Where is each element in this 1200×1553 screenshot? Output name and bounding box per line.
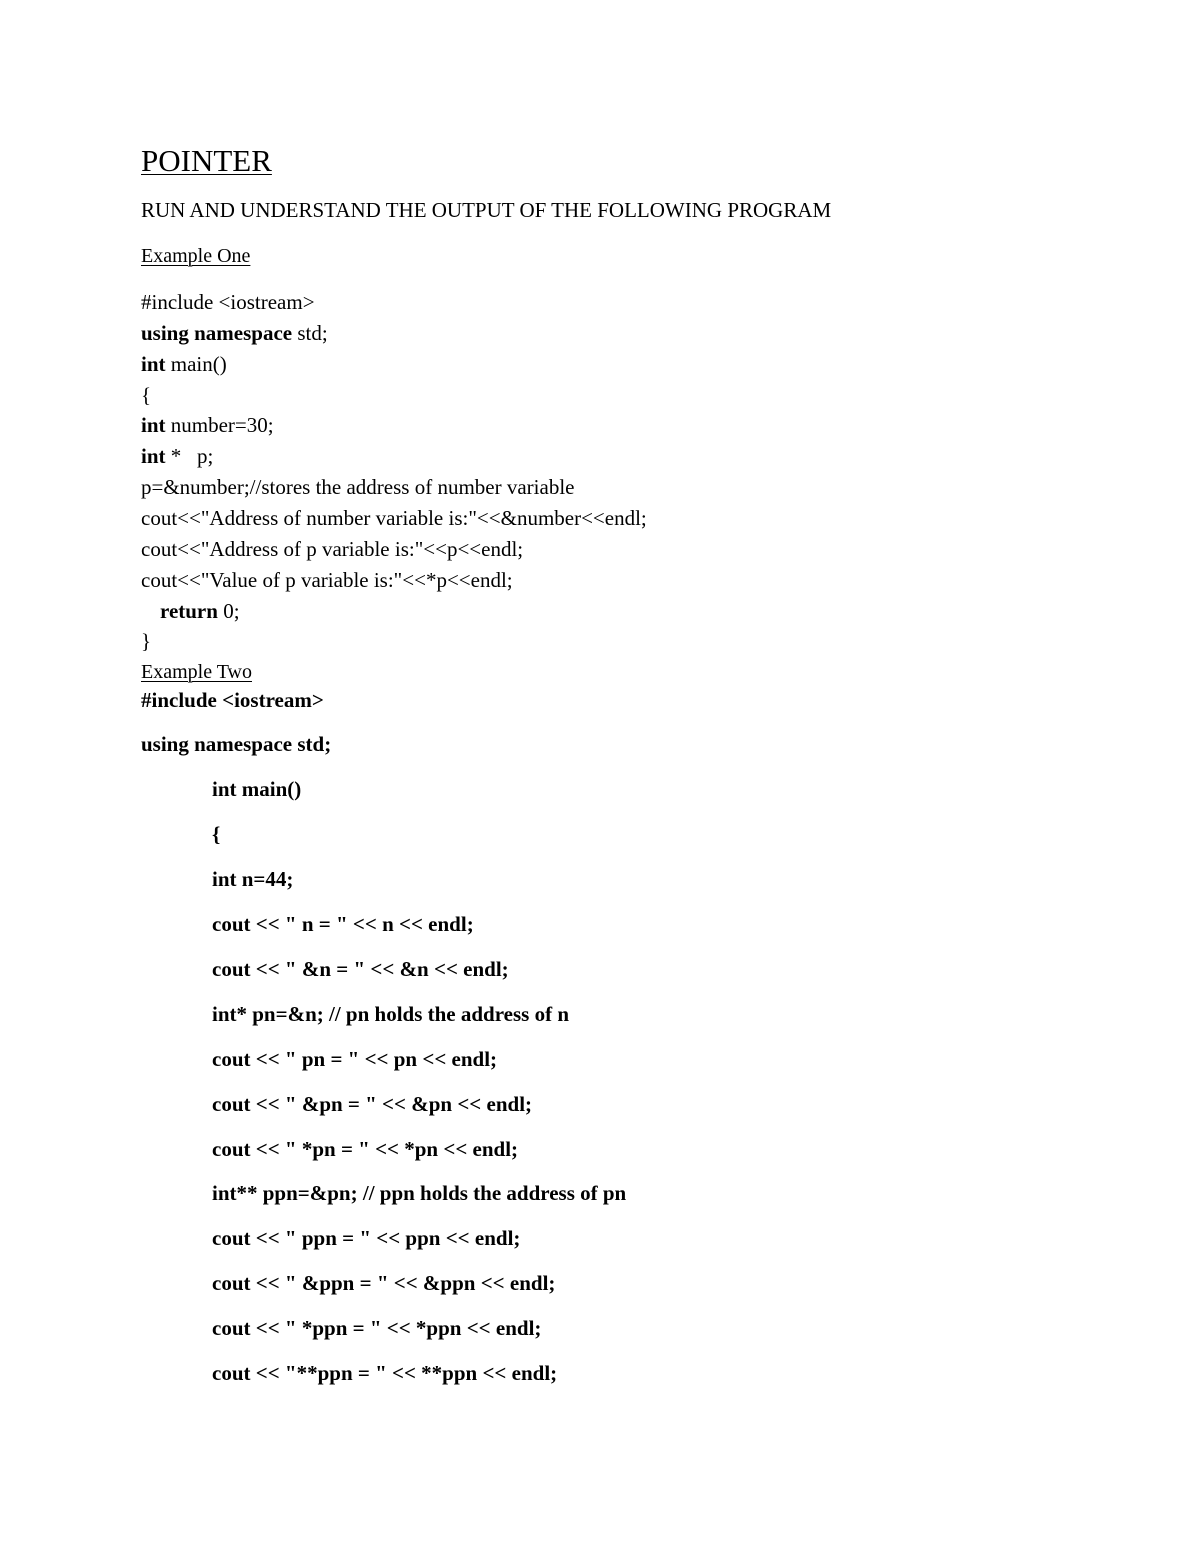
- keyword: int: [141, 444, 166, 468]
- keyword: return: [160, 599, 218, 623]
- code-line: {: [212, 822, 221, 846]
- code-line: int** ppn=&pn; // ppn holds the address of pn: [212, 1181, 627, 1205]
- code-text: main(): [165, 352, 227, 376]
- code-line: cout<<"Address of number variable is:"<<&number<<endl;: [141, 506, 647, 530]
- code-line: cout << " n = " << n << endl;: [212, 912, 474, 936]
- code-line: {: [141, 383, 152, 407]
- code-line: [141, 443, 213, 469]
- code-text: number=30;: [165, 413, 274, 437]
- keyword: using namespace: [141, 321, 293, 345]
- code-line: cout << " &ppn = " << &ppn << endl;: [212, 1271, 556, 1295]
- code-line: cout<<"Value of p variable is:"<<*p<<endl;: [141, 568, 513, 592]
- keyword: int: [141, 352, 166, 376]
- code-line: cout << " &pn = " << &pn << endl;: [212, 1092, 533, 1116]
- code-line: #include <iostream>: [141, 688, 324, 712]
- code-line: cout << " ppn = " << ppn << endl;: [212, 1226, 521, 1250]
- code-line: int main(): [212, 777, 302, 801]
- code-line: #include <iostream>: [141, 290, 315, 314]
- keyword: int: [141, 413, 166, 437]
- code-line: cout << "**ppn = " << **ppn << endl;: [212, 1361, 558, 1385]
- document-title: POINTER: [141, 143, 272, 178]
- code-text: std;: [292, 321, 328, 345]
- code-line: [160, 598, 240, 624]
- code-line: cout << " *ppn = " << *ppn << endl;: [212, 1316, 542, 1340]
- code-line: int n=44;: [212, 867, 294, 891]
- code-line: p=&number;//stores the address of number variable: [141, 475, 575, 499]
- code-line: [141, 351, 227, 377]
- code-line: [141, 412, 274, 438]
- code-line: cout << " pn = " << pn << endl;: [212, 1047, 498, 1071]
- instruction-text: RUN AND UNDERSTAND THE OUTPUT OF THE FOLLOWING PROGRAM: [141, 198, 832, 222]
- example-one-heading: Example One: [141, 245, 251, 267]
- code-line: cout<<"Address of p variable is:"<<p<<endl;: [141, 537, 524, 561]
- example-two-heading: Example Two: [141, 661, 252, 683]
- code-line: int* pn=&n; // pn holds the address of n: [212, 1002, 570, 1026]
- code-line: using namespace std;: [141, 732, 332, 756]
- code-text: * p;: [165, 444, 214, 468]
- code-line: [141, 320, 328, 346]
- code-text: 0;: [217, 599, 240, 623]
- code-line: cout << " &n = " << &n << endl;: [212, 957, 509, 981]
- code-line: cout << " *pn = " << *pn << endl;: [212, 1137, 519, 1161]
- code-line: }: [141, 629, 152, 653]
